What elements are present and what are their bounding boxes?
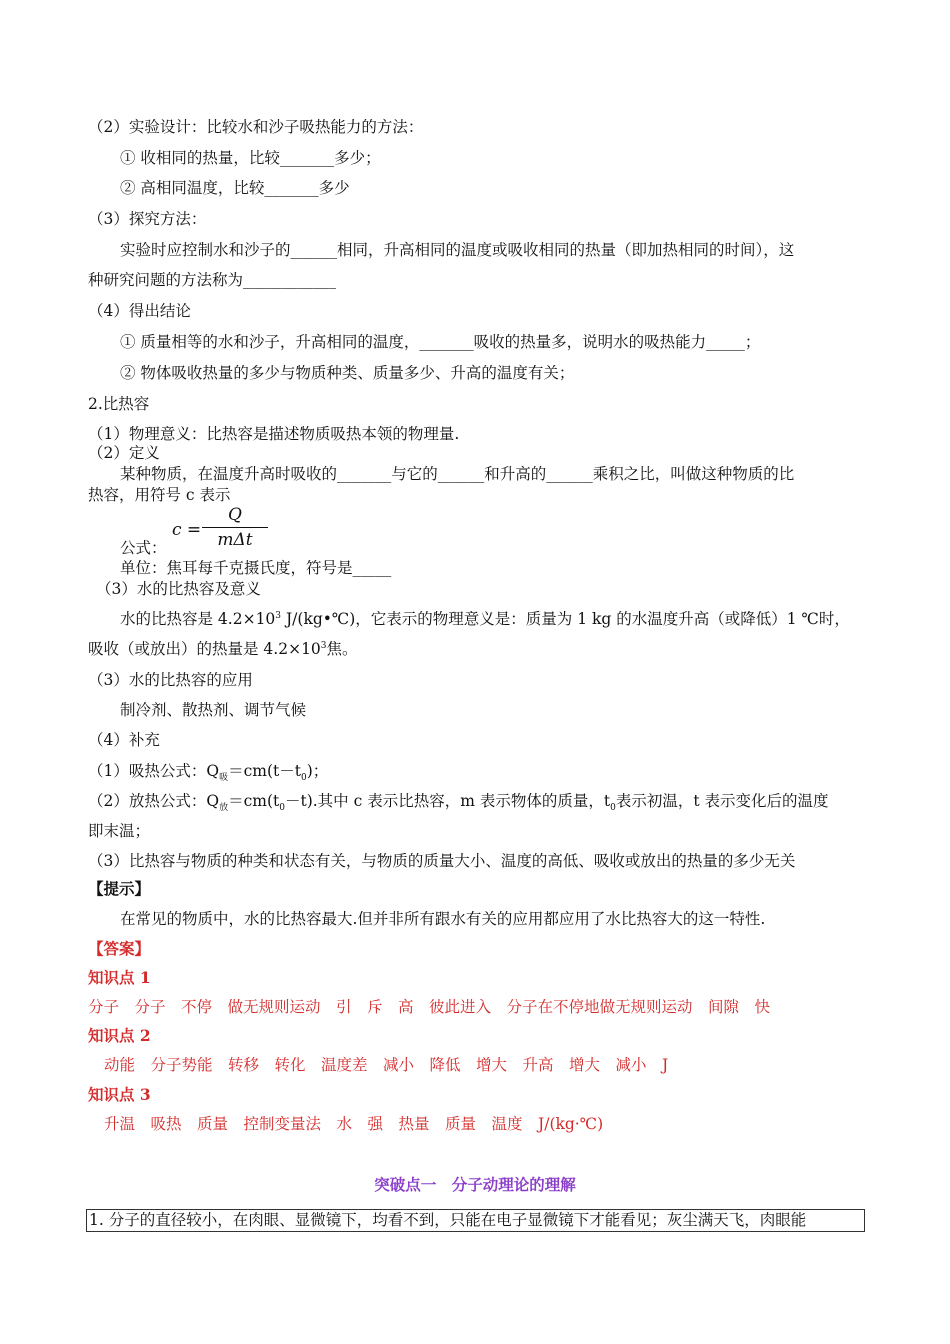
answer-knowledge-3-title: 知识点 3 <box>88 1085 151 1104</box>
line-definition-text-2: 热容，用符号 c 表示 <box>88 486 231 504</box>
line-method-2: ② 高相同温度，比较_______多少 <box>120 179 350 197</box>
breakthrough-heading: 突破点一 分子动理论的理解 <box>374 1175 576 1194</box>
line-experiment-design: （2）实验设计：比较水和沙子吸热能力的方法： <box>88 118 424 136</box>
line-definition-text: 某种物质，在温度升高时吸收的_______与它的______和升高的______乘积之比，叫做这种物质的比 <box>120 465 795 483</box>
line-release-formula: （2）放热公式：$Q_放=cm(t_0-t)$.其中 c 表示比热容，m 表示物体的质量，$t_0$表示初温，t 表示变化后的温度 <box>88 792 829 814</box>
line-water-heat-heading: （3）水的比热容及意义 <box>96 580 261 598</box>
line-conclusion-heading: （4）得出结论 <box>88 302 191 320</box>
answer-knowledge-1: 分子 分子 不停 做无规则运动 引 斥 高 彼此进入 分子在不停地做无规则运动 间隙 快 <box>88 998 771 1016</box>
section-specific-heat: 2.比热容 <box>88 395 150 413</box>
line-conclusion-1: ① 质量相等的水和沙子，升高相同的温度，_______吸收的热量多，说明水的吸热能力_____； <box>120 333 761 351</box>
question-box: 1. 分子的直径较小，在肉眼、显微镜下，均看不到，只能在电子显微镜下才能看见；灰尘满天飞，肉眼能 <box>86 1209 865 1232</box>
fraction-bar <box>202 527 268 528</box>
line-absorb-formula: （1）吸热公式：$Q_吸=cm(t-t_0)$； <box>88 762 329 784</box>
formula-numerator: Q <box>228 505 242 525</box>
line-unit: 单位：焦耳每千克摄氏度，符号是_____ <box>120 559 392 577</box>
formula-denominator: mΔt <box>217 530 253 550</box>
answer-heading: 【答案】 <box>88 939 151 958</box>
tip-heading: 【提示】 <box>88 879 151 898</box>
line-research-method: （3）探究方法： <box>88 210 207 228</box>
formula-lhs: c = <box>172 520 202 540</box>
line-method-name: 种研究问题的方法称为____________ <box>88 271 337 289</box>
answer-knowledge-3: 升温 吸热 质量 控制变量法 水 强 热量 质量 温度 J/(kg·℃) <box>104 1115 604 1133</box>
answer-knowledge-2-title: 知识点 2 <box>88 1026 151 1045</box>
line-control-variable: 实验时应控制水和沙子的______相同，升高相同的温度或吸收相同的热量（即加热相同的时间），这 <box>120 241 795 259</box>
line-water-heat-value: 水的比热容是 $4.2\times 10^3$ J/(kg•℃)，它表示的物理意义是：质量为 1 kg 的水温度升高（或降低）1 ℃时， <box>120 610 850 628</box>
line-application-text: 制冷剂、散热剂、调节气候 <box>120 701 307 719</box>
answer-knowledge-2: 动能 分子势能 转移 转化 温度差 减小 降低 增大 升高 增大 减小 J <box>104 1056 669 1074</box>
line-definition-heading: （2）定义 <box>88 444 160 462</box>
answer-knowledge-1-title: 知识点 1 <box>88 968 151 987</box>
line-supplement-heading: （4）补充 <box>88 731 160 749</box>
line-conclusion-2: ② 物体吸收热量的多少与物质种类、质量多少、升高的温度有关； <box>120 364 575 382</box>
line-relation: （3）比热容与物质的种类和状态有关，与物质的质量大小、温度的高低、吸收或放出的热量的多少无关 <box>88 852 796 870</box>
line-water-heat-value-2: 吸收（或放出）的热量是 $4.2\times 10^3$焦。 <box>88 640 358 658</box>
line-physical-meaning: （1）物理意义：比热容是描述物质吸热本领的物理量. <box>88 425 460 443</box>
line-application-heading: （3）水的比热容的应用 <box>88 671 253 689</box>
line-release-formula-2: 即末温； <box>88 822 151 840</box>
line-formula-label: 公式： <box>120 539 167 557</box>
line-method-1: ① 收相同的热量，比较_______多少； <box>120 149 381 167</box>
tip-text: 在常见的物质中，水的比热容最大.但并非所有跟水有关的应用都应用了水比热容大的这一特性. <box>120 910 766 928</box>
